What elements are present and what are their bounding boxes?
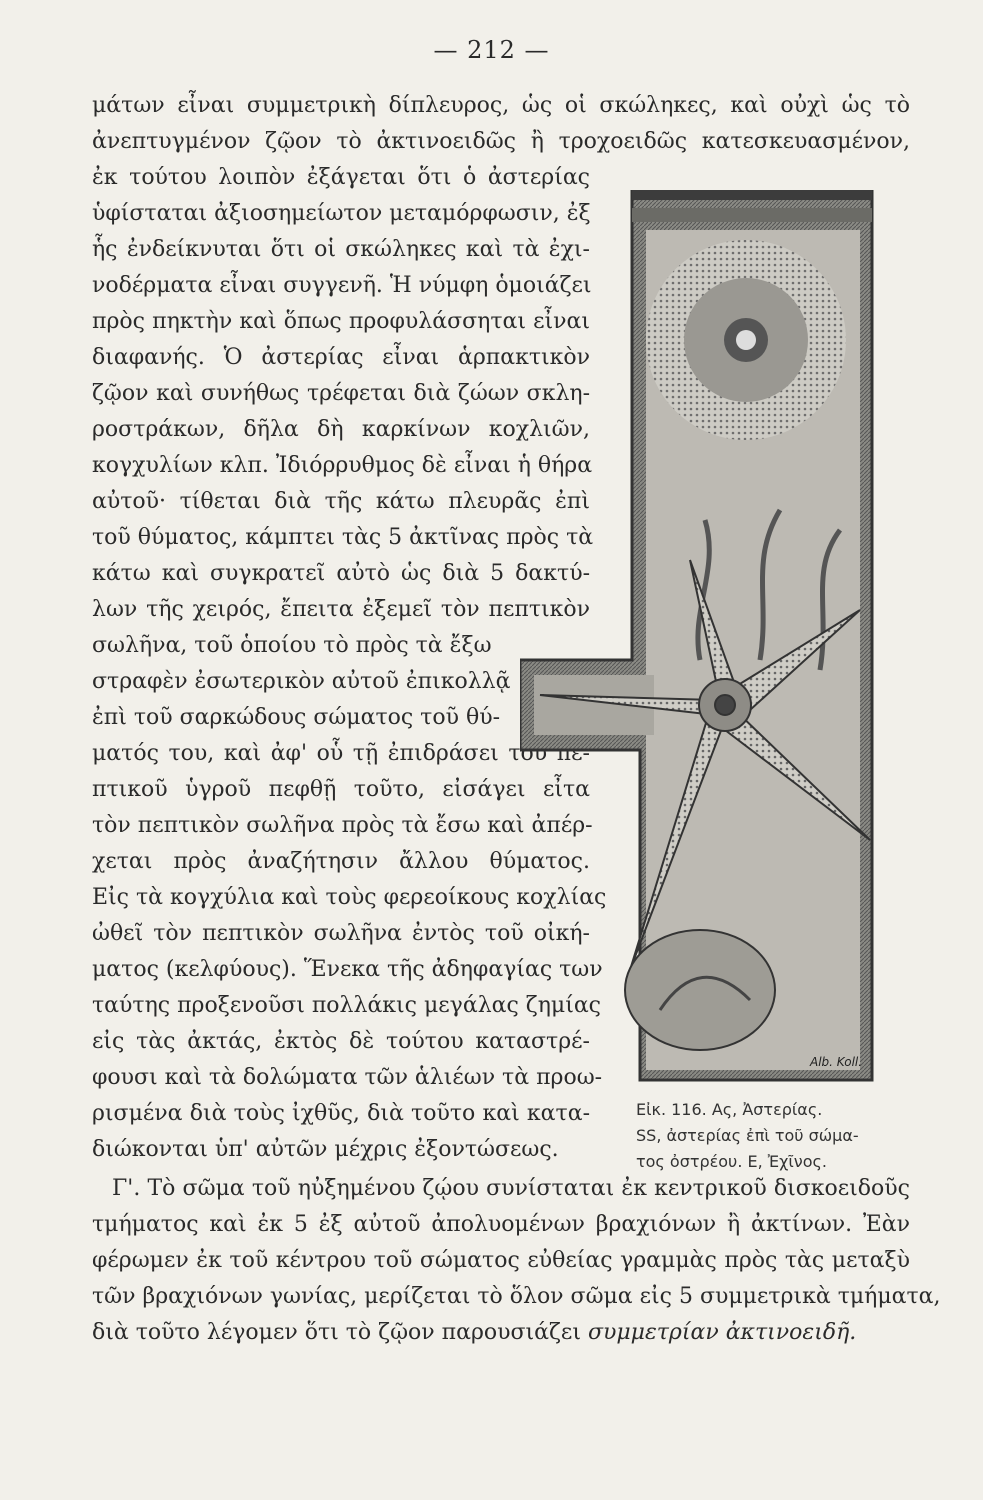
text-line: κογχυλίων κλπ. Ἰδιόρρυθμος δὲ εἶναι ἡ θήρα xyxy=(92,453,593,478)
caption-line-2: SS, ἀστερίας ἐπὶ τοῦ σώμα- xyxy=(636,1126,859,1145)
text-line: αὐτοῦ· τίθεται διὰ τῆς κάτω πλευρᾶς ἐπὶ xyxy=(92,489,590,514)
text-line: φέρωμεν ἐκ τοῦ κέντρου τοῦ σώματος εὐθείας γραμμὰς πρὸς τὰς μεταξὺ xyxy=(92,1248,910,1273)
text-line: ὑφίσταται ἀξιοσημείωτον μεταμόρφωσιν, ἐξ xyxy=(92,201,591,226)
text-line: Εἰς τὰ κογχύλια καὶ τοὺς φερεοίκους κοχλίας xyxy=(92,885,607,910)
text-line: ροστράκων, δῆλα δὴ καρκίνων κοχλιῶν, xyxy=(92,417,590,442)
text-line: τμήματος καὶ ἐκ 5 ἐξ αὐτοῦ ἀπολυομένων βραχιόνων ἢ ἀκτίνων. Ἐὰν xyxy=(92,1212,910,1237)
text-line: ἐπὶ τοῦ σαρκώδους σώματος τοῦ θύ- xyxy=(92,705,501,730)
text-line: ματός του, καὶ ἀφ' οὗ τῇ ἐπιδράσει τοῦ πε- xyxy=(92,741,590,766)
text-line: στραφὲν ἐσωτερικὸν αὐτοῦ ἐπικολλᾷ xyxy=(92,669,511,694)
text-line: κάτω καὶ συγκρατεῖ αὐτὸ ὡς διὰ 5 δακτύ- xyxy=(92,561,590,586)
text-line: ζῷον καὶ συνήθως τρέφεται διὰ ζώων σκλη- xyxy=(92,381,590,406)
text-line: λων τῆς χειρός, ἔπειτα ἐξεμεῖ τὸν πεπτικὸν xyxy=(92,597,590,622)
text-line: ἀνεπτυγμένον ζῷον τὸ ἀκτινοειδῶς ἢ τροχοειδῶς κατεσκευασμένον, xyxy=(92,129,910,154)
last-line-emphasis: συμμετρίαν ἀκτινοειδῆ. xyxy=(587,1320,857,1345)
text-line: μάτων εἶναι συμμετρικὴ δίπλευρος, ὡς οἱ σκώληκες, καὶ οὐχὶ ὡς τὸ xyxy=(92,93,910,118)
text-line: σωλῆνα, τοῦ ὁποίου τὸ πρὸς τὰ ἔξω xyxy=(92,633,492,658)
text-line-last xyxy=(92,1315,910,1351)
text-line: ὠθεῖ τὸν πεπτικὸν σωλῆνα ἐντὸς τοῦ οἰκή- xyxy=(92,921,590,946)
text-line: τοῦ θύματος, κάμπτει τὰς 5 ἀκτῖνας πρὸς τὰ xyxy=(92,525,594,550)
text-line: χεται πρὸς ἀναζήτησιν ἄλλου θύματος. xyxy=(92,849,590,874)
figure-caption xyxy=(636,1097,926,1175)
text-line: τὸν πεπτικὸν σωλῆνα πρὸς τὰ ἔσω καὶ ἀπέρ- xyxy=(92,813,593,838)
text-line: ματος (κελφύους). Ἕνεκα τῆς ἀδηφαγίας των xyxy=(92,957,603,982)
engraver-signature: Alb. Koll. xyxy=(810,1055,863,1069)
caption-line-3: τος ὀστρέου. Ε, Ἐχῖνος. xyxy=(636,1152,827,1171)
text-line: τῶν βραχιόνων γωνίας, μερίζεται τὸ ὅλον σῶμα εἰς 5 συμμετρικὰ τμήματα, xyxy=(92,1284,941,1309)
last-line-start: διὰ τοῦτο λέγομεν ὅτι τὸ ζῷον παρουσιάζει xyxy=(92,1320,588,1345)
sea-urchin xyxy=(646,240,846,440)
text-line: ρισμένα διὰ τοὺς ἰχθῦς, διὰ τοῦτο καὶ κατα- xyxy=(92,1101,590,1126)
text-line: ταύτης προξενοῦσι πολλάκις μεγάλας ζημίας xyxy=(92,993,602,1018)
text-line: ἐκ τούτου λοιπὸν ἐξάγεται ὅτι ὁ ἀστερίας xyxy=(92,165,590,190)
text-line: πρὸς πηκτὴν καὶ ὅπως προφυλάσσηται εἶναι xyxy=(92,309,590,334)
caption-line-1: Εἰκ. 116. Ας, Ἀστερίας. xyxy=(636,1100,823,1119)
starfish-figure xyxy=(520,190,882,1090)
text-line: Γ'. Τὸ σῶμα τοῦ ηὐξημένου ζῴου συνίσταται ἐκ κεντρικοῦ δισκοειδοῦς xyxy=(112,1176,910,1201)
text-line: ἧς ἐνδείκνυται ὅτι οἱ σκώληκες καὶ τὰ ἐχι- xyxy=(92,237,590,262)
text-line: εἰς τὰς ἀκτάς, ἐκτὸς δὲ τούτου καταστρέ- xyxy=(92,1029,590,1054)
text-line: διαφανής. Ὁ ἀστερίας εἶναι ἁρπακτικὸν xyxy=(92,345,590,370)
text-line: φουσι καὶ τὰ δολώματα τῶν ἁλιέων τὰ προω- xyxy=(92,1065,603,1090)
text-line: διώκονται ὑπ' αὐτῶν μέχρις ἐξοντώσεως. xyxy=(92,1137,559,1162)
starfish-engraving xyxy=(520,190,882,1090)
text-line: νοδέρματα εἶναι συγγενῆ. Ἡ νύμφη ὁμοιάζει xyxy=(92,273,592,298)
page-number: — 212 — xyxy=(433,36,550,64)
text-line: πτικοῦ ὑγροῦ πεφθῇ τοῦτο, εἰσάγει εἶτα xyxy=(92,777,590,802)
